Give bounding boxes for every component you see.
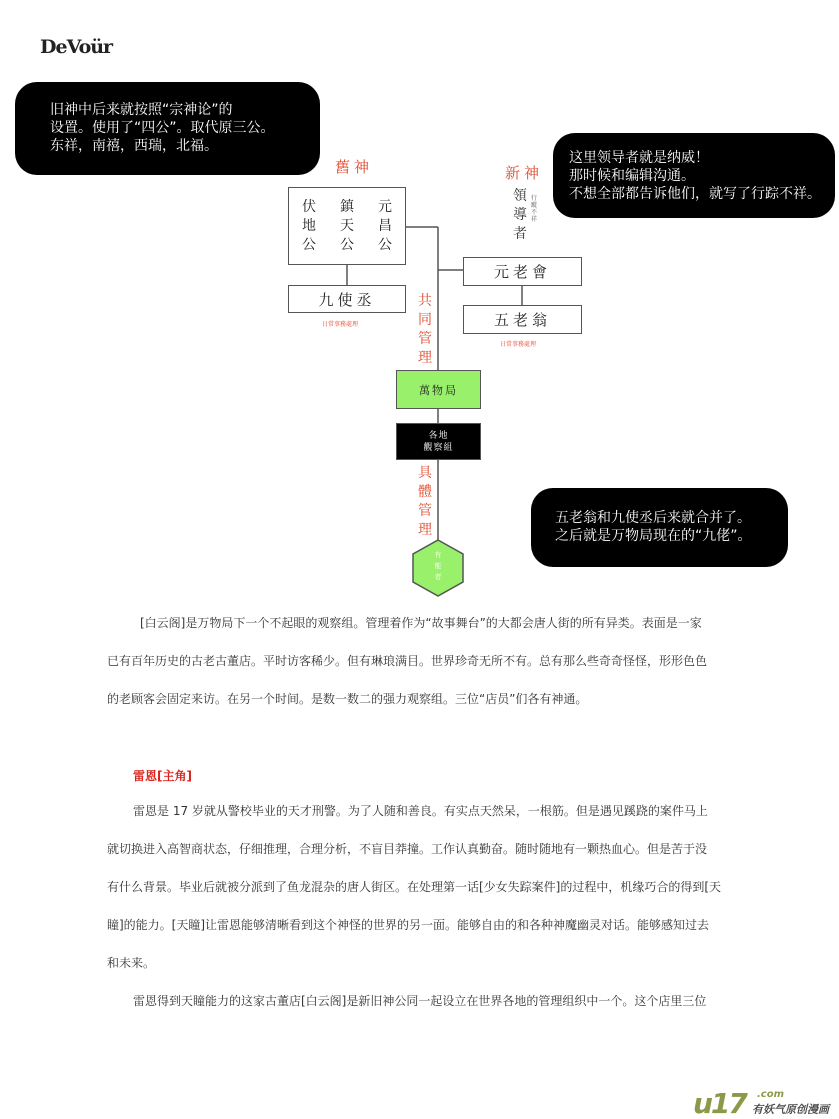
u17-logo: u17 <box>693 1087 746 1119</box>
jiushicheng-box: 九使丞 <box>288 285 406 313</box>
text-line: 和未来。 <box>107 956 156 970</box>
joint-management-label: 共 同 管 理 <box>418 293 432 366</box>
bubble-line: 这里领导者就是纳威！ <box>569 150 709 166</box>
new-gods-label: 新神 <box>505 164 544 182</box>
old-gods-box <box>288 187 406 265</box>
wanwuju-box: 萬物局 <box>396 370 481 409</box>
god-column: 元 昌 公 <box>378 198 396 253</box>
u17-slogan: 有妖气原创漫画 <box>752 1103 829 1116</box>
text-line: 雷恩是 17 岁就从警校毕业的天才刑警。为了人随和善良。有实点天然呆，一根筋。但是遇见蹊跷的案件马上 <box>133 804 708 818</box>
wulaoweng-box: 五老翁 <box>463 305 582 334</box>
bubble-line: 那时候和编辑沟通。 <box>569 168 695 184</box>
yuanlaohui-box: 元老會 <box>463 257 582 286</box>
bubble-line: 东祥，南禧，西瑞，北福。 <box>50 138 218 154</box>
old-gods-label: 舊神 <box>335 158 374 176</box>
u17-com: .com <box>757 1089 785 1100</box>
daily-affairs-note: 日常事務處理 <box>322 321 359 328</box>
observers-box: 各地 觀察組 <box>396 423 481 460</box>
text-line: 已有百年历史的古老古董店。平时访客稀少。但有琳琅满目。世界珍奇无所不有。总有那么些奇奇怪怪，形形色色 <box>107 654 708 668</box>
text-line: 有什么背景。毕业后就被分派到了鱼龙混杂的唐人街区。在处理第一话[少女失踪案件]的过程中，机缘巧合的得到[天 <box>107 880 722 894</box>
god-column: 伏 地 公 <box>302 198 320 253</box>
bubble-line: 设置。使用了“四公”。取代原三公。 <box>50 120 275 136</box>
god-column: 鎮 天 公 <box>340 198 358 253</box>
bubble-line: 不想全部都告诉他们，就写了行踪不祥。 <box>569 186 821 202</box>
leader-label: 領 導 者 <box>513 188 527 242</box>
text-line: [白云阁]是万物局下一个不起眼的观察组。管理着作为“故事舞台”的大都会唐人街的所有异类。表面是一家 <box>140 616 702 630</box>
text-line: 就切换进入高智商状态，仔细推理，合理分析，不盲目莽撞。工作认真勤奋。随时随地有一颗热血心。但是苦于没 <box>107 842 708 856</box>
devour-logo: DeVoür <box>40 36 113 58</box>
bubble-line: 五老翁和九使丞后来就合并了。 <box>555 510 751 526</box>
text-line: 雷恩得到天瞳能力的这家古董店[白云阁]是新旧神公同一起设立在世界各地的管理组织中一个。这个店里三位 <box>133 994 707 1008</box>
text-line: 的老顾客会固定来访。在另一个时间。是数一数二的强力观察组。三位“店员”们各有神通。 <box>107 692 588 706</box>
bubble-line: 旧神中后来就按照“宗神论”的 <box>50 102 233 118</box>
bubble-line: 之后就是万物局现在的“九佬”。 <box>555 528 752 544</box>
leader-note: 行蹤不祥 <box>531 195 538 223</box>
concrete-management-label: 具 體 管 理 <box>418 465 432 538</box>
text-line: 瞳]的能力。[天瞳]让雷恩能够清晰看到这个神怪的世界的另一面。能够自由的和各种神魔幽灵对话。能够感知过去 <box>107 918 710 932</box>
section-heading: 雷恩[主角] <box>133 769 192 783</box>
daily-affairs-note: 日常事務處理 <box>500 341 537 348</box>
hexagon-label: 有 能 者 <box>434 551 442 581</box>
